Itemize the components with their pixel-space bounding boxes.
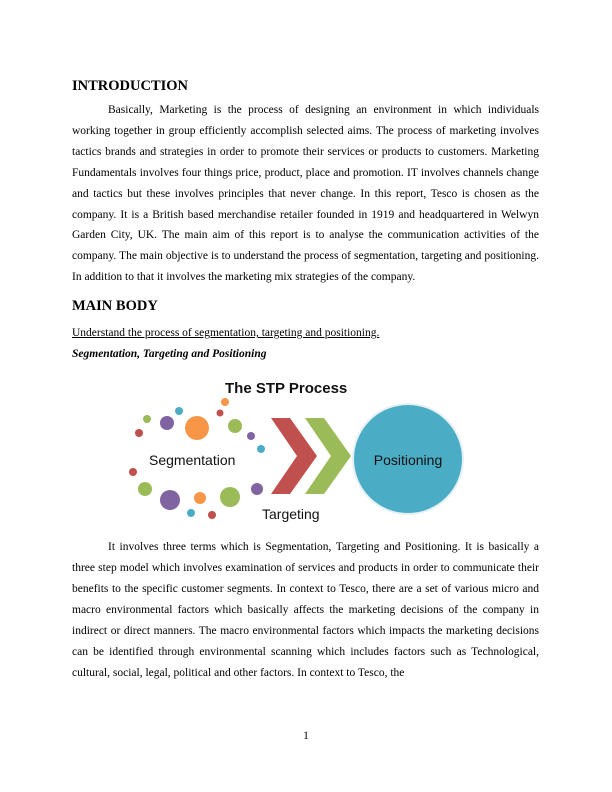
segmentation-arrow [271, 418, 317, 494]
intro-heading: INTRODUCTION [72, 78, 189, 94]
dot [129, 468, 137, 476]
dot [185, 416, 209, 440]
targeting-label: Targeting [262, 506, 320, 523]
dot [160, 416, 174, 430]
positioning-label: Positioning [373, 452, 443, 469]
dot [247, 432, 255, 440]
stp-subheading: Understand the process of segmentation, targeting and positioning. [72, 327, 380, 340]
stp-process-diagram [127, 371, 477, 531]
dot [257, 445, 265, 453]
dot [187, 509, 195, 517]
dot [220, 487, 240, 507]
stp-italic-subheading: Segmentation, Targeting and Positioning [72, 348, 267, 361]
segmentation-label: Segmentation [149, 452, 236, 469]
dot [221, 398, 229, 406]
dot [175, 407, 183, 415]
stp-paragraph: It involves three terms which is Segmentation, Targeting and Positioning. It is basically a three step model which involves examination of services and products in order to communicate their benefits to the specific customer segments. In context to Tesco, there are a set of various micro and macro environmental factors which basically affects the marketing decisions of the company in indirect or direct manners. The macro environmental factors which impacts the marketing decisions can be identified through environmental scanning which includes factors such as Technological, cultural, social, legal, political and other factors. In context to Tesco, the [72, 541, 539, 679]
intro-paragraph: Basically, Marketing is the process of designing an environment in which individuals working together in group efficiently accomplish selected aims. The process of marketing involves tactics brands and strategies in order to promote their services or products to customers. Marketing Fundamentals involves four things price, product, place and promotion. IT involves channels change and tactics but these involves principles that never change. In this report, Tesco is chosen as the company. It is a British based merchandise retailer founded in 1919 and headquartered in Welwyn Garden City, UK. The main aim of this report is to analyse the communication activities of the company. The main objective is to understand the process of segmentation, targeting and positioning. In addition to that it involves the marketing mix strategies of the company. [72, 104, 539, 284]
dot [194, 492, 206, 504]
page-number: 1 [303, 730, 309, 742]
dot [135, 429, 143, 437]
dot [160, 490, 180, 510]
dot [208, 511, 216, 519]
dot [217, 410, 224, 417]
diagram-title: The STP Process [225, 380, 348, 398]
dot [251, 483, 263, 495]
dot [143, 415, 151, 423]
dot [138, 482, 152, 496]
main-body-heading: MAIN BODY [72, 298, 158, 315]
dot [228, 419, 242, 433]
document-page [72, 76, 539, 684]
